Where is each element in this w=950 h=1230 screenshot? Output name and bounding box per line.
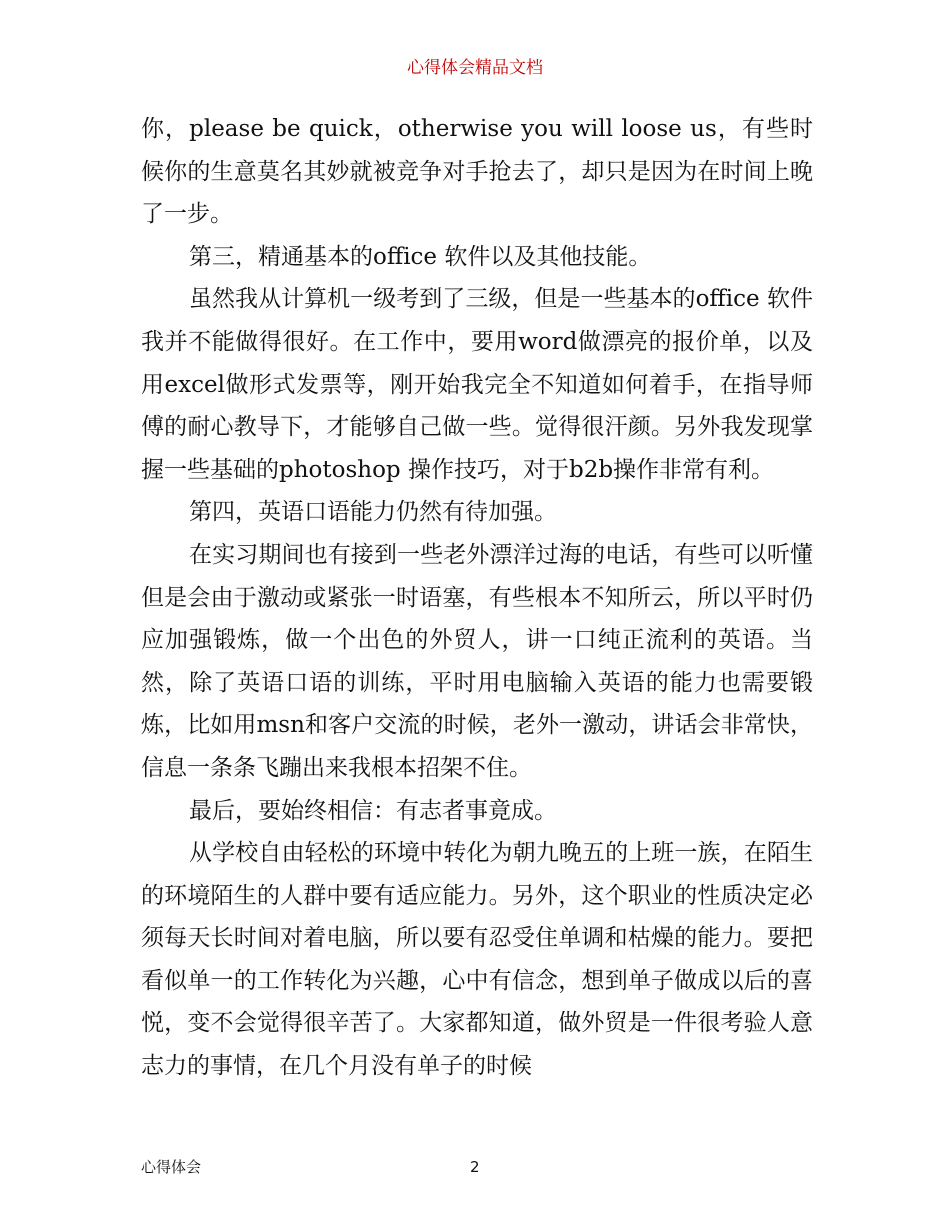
document-body bbox=[141, 108, 813, 1088]
paragraph-heading-third: 第三，精通基本的office 软件以及其他技能。 bbox=[189, 243, 652, 270]
page-header-title: 心得体会精品文档 bbox=[407, 58, 543, 78]
paragraph-office-skills: 虽然我从计算机一级考到了三级，但是一些基本的office 软件我并不能做得很好。在工作中，要用word做漂亮的报价单，以及用excel做形式发票等，刚开始我完全不知道如何着手，在指导师傅的耐心教导下，才能够自己做一些。觉得很汗颜。另外我发现掌握一些基础的photoshop 操作技巧，对于b2b操作非常有利。 bbox=[141, 286, 813, 483]
paragraph-continuation: 你，please be quick，otherwise you will loose us，有些时候你的生意莫名其妙就被竞争对手抢去了，却只是因为在时间上晚了一步。 bbox=[141, 116, 813, 228]
paragraph-adaptation: 从学校自由轻松的环境中转化为朝九晚五的上班一族，在陌生的环境陌生的人群中要有适应能力。另外，这个职业的性质决定必须每天长时间对着电脑，所以要有忍受住单调和枯燥的能力。要把看似单一的工作转化为兴趣，心中有信念，想到单子做成以后的喜悦，变不会觉得很辛苦了。大家都知道，做外贸是一件很考验人意志力的事情，在几个月没有单子的时候 bbox=[141, 840, 813, 1080]
paragraph-heading-fourth: 第四，英语口语能力仍然有待加强。 bbox=[189, 499, 557, 526]
paragraph-heading-finally: 最后，要始终相信：有志者事竟成。 bbox=[189, 797, 557, 824]
paragraph-spoken-english: 在实习期间也有接到一些老外漂洋过海的电话，有些可以听懂但是会由于激动或紧张一时语塞，有些根本不知所云，所以平时仍应加强锻炼，做一个出色的外贸人，讲一口纯正流利的英语。当然，除了英语口语的训练，平时用电脑输入英语的能力也需要锻炼，比如用msn和客户交流的时候，老外一激动，讲话会非常快，信息一条条飞蹦出来我根本招架不住。 bbox=[141, 541, 813, 781]
page-number: 2 bbox=[470, 1158, 480, 1176]
page-footer bbox=[141, 1156, 813, 1178]
footer-label: 心得体会 bbox=[141, 1158, 202, 1176]
